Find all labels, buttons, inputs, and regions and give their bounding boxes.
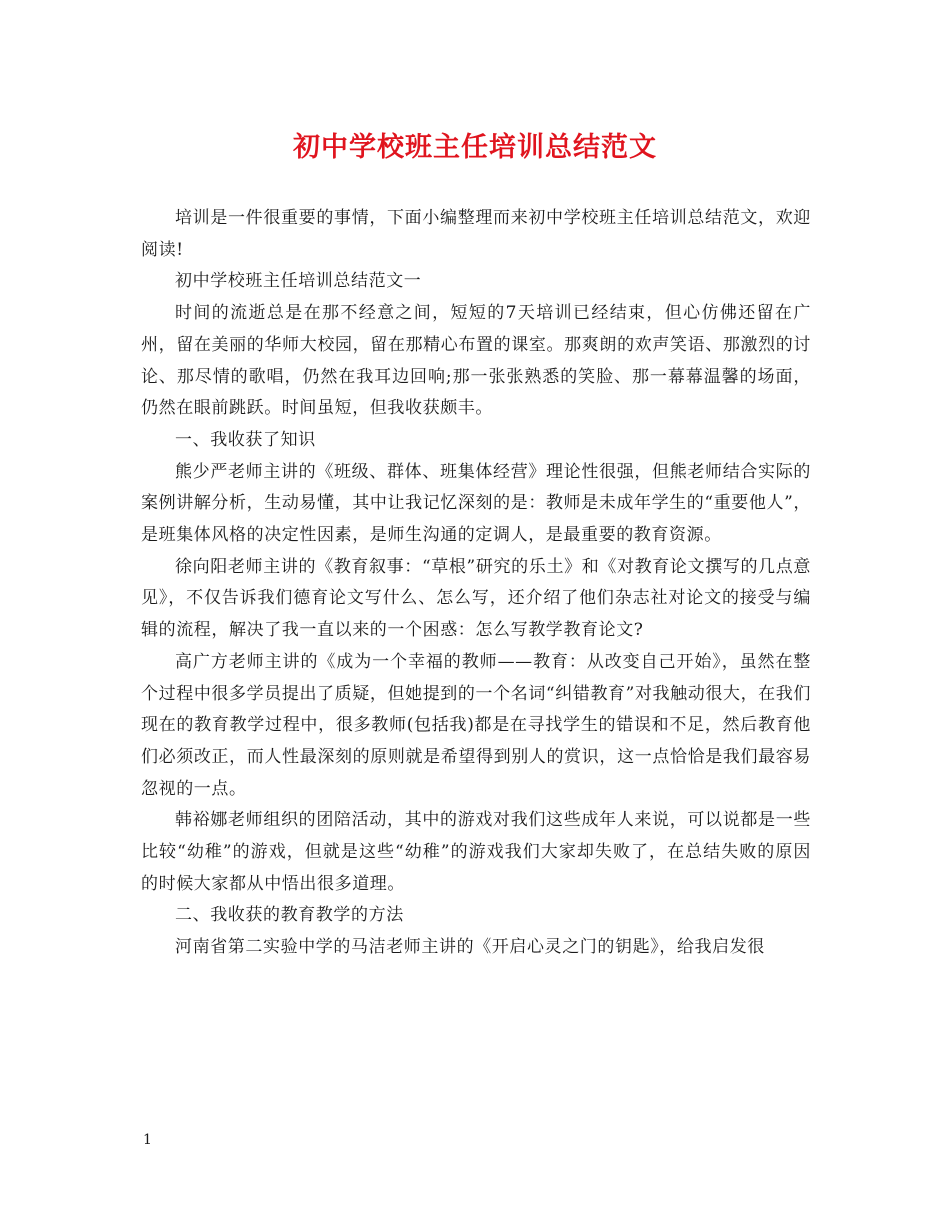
section-heading-methods: 二、我收获的教育教学的方法 (175, 905, 404, 926)
body-paragraph: 韩裕娜老师组织的团陪活动，其中的游戏对我们这些成年人来说，可以说都是一些比较“幼稚”的游戏，但就是这些“幼稚”的游戏我们大家却失败了，在总结失败的原因的时候大家都从中悟出很多道理。 (141, 810, 811, 894)
body-paragraph: 河南省第二实验中学的马洁老师主讲的《开启心灵之门的钥匙》，给我启发很 (175, 937, 765, 958)
document-title: 初中学校班主任培训总结范文 (293, 132, 657, 163)
intro-paragraph: 培训是一件很重要的事情，下面小编整理而来初中学校班主任培训总结范文，欢迎阅读! (141, 208, 811, 260)
body-paragraph: 高广方老师主讲的《成为一个幸福的教师——教育：从改变自己开始》，虽然在整个过程中很多学员提出了质疑，但她提到的一个名词“纠错教育”对我触动很大，在我们现在的教育教学过程中，很多教师(包括我)都是在寻找学生的错误和不足，然后教育他们必须改正，而人性最深刻的原则就是希望得到别人的赏识，这一点恰恰是我们最容易忽视的一点。 (141, 651, 811, 799)
body-paragraph: 徐向阳老师主讲的《教育叙事：“草根”研究的乐土》和《对教育论文撰写的几点意见》，不仅告诉我们德育论文写什么、怎么写，还介绍了他们杂志社对论文的接受与编辑的流程，解决了我一直以来的一个困惑：怎么写教学教育论文? (141, 556, 811, 641)
body-paragraph: 时间的流逝总是在那不经意之间，短短的7天培训已经结束，但心仿佛还留在广州，留在美丽的华师大校园，留在那精心布置的课室。那爽朗的欢声笑语、那激烈的讨论、那尽情的歌唱，仍然在我耳边回响;那一张张熟悉的笑脸、那一幕幕温馨的场面，仍然在眼前跳跃。时间虽短，但我收获颇丰。 (141, 303, 811, 419)
section-heading-sample-one: 初中学校班主任培训总结范文一 (175, 271, 422, 292)
body-paragraph: 熊少严老师主讲的《班级、群体、班集体经营》理论性很强，但熊老师结合实际的案例讲解分析，生动易懂，其中让我记忆深刻的是：教师是未成年学生的“重要他人”，是班集体风格的决定性因素，是师生沟通的定调人，是最重要的教育资源。 (141, 461, 811, 546)
section-heading-knowledge: 一、我收获了知识 (175, 429, 316, 450)
document-body (141, 203, 811, 964)
page-number: 1 (143, 1132, 152, 1148)
